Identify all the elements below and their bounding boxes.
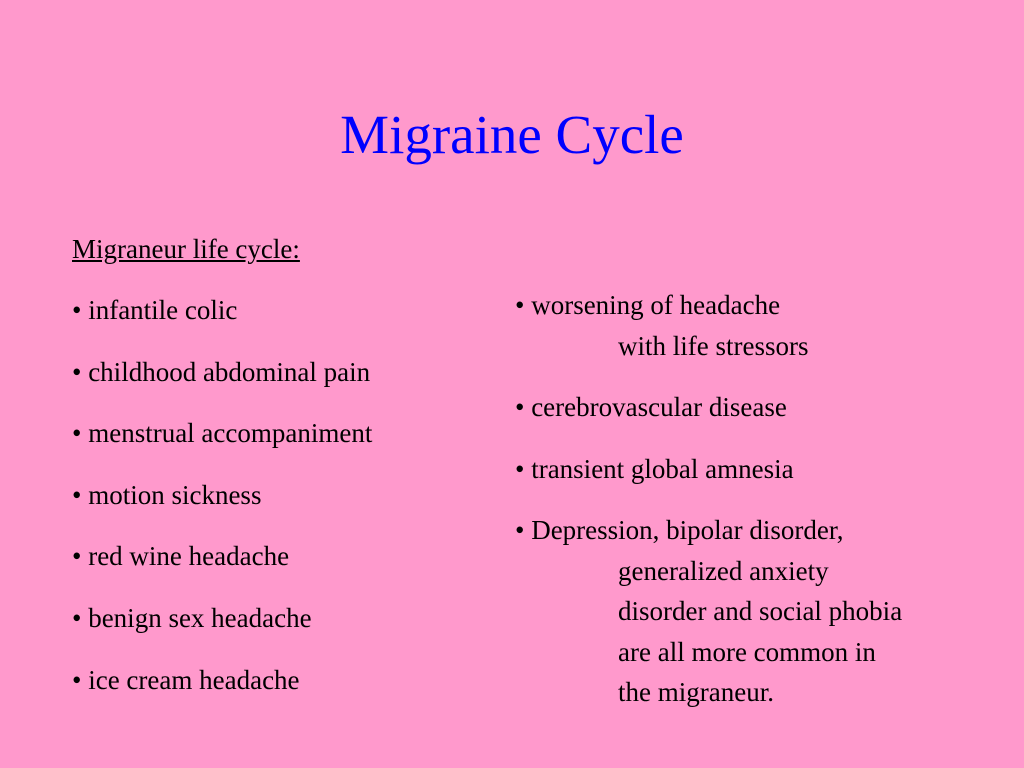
list-item: • motion sickness [72,479,262,510]
list-item-line: • Depression, bipolar disorder, [515,515,844,545]
list-item: • infantile colic [72,295,238,325]
list-item-line: disorder and social phobia [618,596,903,626]
list-item: • ice cream headache [72,664,300,695]
left-column [72,233,492,725]
list-item: • menstrual accompaniment [72,418,373,449]
list-item-line: • transient global amnesia [515,453,794,484]
list-item-line: • worsening of headache [515,290,781,320]
list-item [515,510,1015,713]
list-item: • childhood abdominal pain [72,356,371,387]
list-item-line: with life stressors [618,330,809,361]
list-item [515,449,1015,490]
list-item-line: are all more common in [618,636,876,667]
list-item-line: • cerebrovascular disease [515,392,787,422]
list-item [515,285,1015,366]
list-item: • benign sex headache [72,602,312,633]
list-item [515,387,1015,428]
list-item-line: generalized anxiety [618,555,829,586]
left-column-heading: Migraneur life cycle: [72,234,300,264]
right-column [515,285,1015,734]
list-item: • red wine headache [72,541,290,572]
list-item-line: the migraneur. [618,677,774,707]
slide-title: Migraine Cycle [340,104,684,165]
